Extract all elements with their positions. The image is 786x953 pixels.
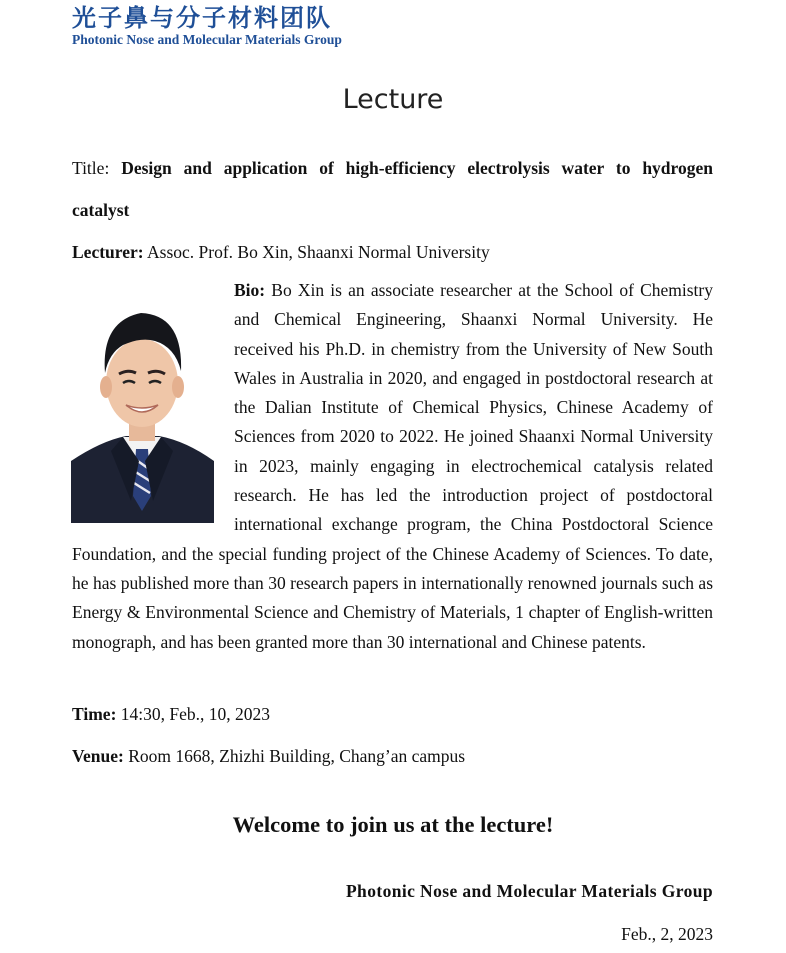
time-line (72, 703, 713, 725)
title-text-line2: catalyst (72, 200, 130, 220)
welcome-message: Welcome to join us at the lecture! (232, 812, 554, 837)
time-value: 14:30, Feb., 10, 2023 (120, 704, 271, 724)
lecturer-value: Assoc. Prof. Bo Xin, Shaanxi Normal University (147, 242, 490, 262)
time-label: Time: (72, 704, 117, 724)
lecture-title-line1 (72, 157, 713, 179)
speaker-photo (71, 301, 214, 523)
lecturer-line (72, 241, 713, 263)
bio-text: Bo Xin is an associate researcher at the School of Chemistry and Chemical Engineering, Shaanxi Normal University. He received his Ph.D. in chemistry from the University of New South Wales in Australia in 2020, and engaged in postdoctoral research at the Dalian Institute of Chemical Physics, Chinese Academy of Sciences from 2020 to 2022. He joined Shaanxi Normal University in 2023, mainly engaging in electrochemical catalysis related research. He has led the introduction project of postdoctoral international exchange program, the China Postdoctoral Science Foundation, and the special funding project of the Chinese Academy of Sciences. To date, he has published more than 30 research papers in internationally renowned journals such as Energy & Environmental Science and Chemistry of Materials, 1 chapter of English-written monograph, and has been granted more than 30 international and Chinese patents. (72, 280, 713, 652)
logo-chinese-text: 光子鼻与分子材料团队 (72, 3, 332, 32)
venue-value: Room 1668, Zhizhi Building, Chang’an campus (128, 746, 466, 766)
lecturer-label: Lecturer: (72, 242, 144, 262)
title-text-line1: Design and application of high-efficiency electrolysis water to hydrogen (121, 158, 713, 178)
title-label: Title (72, 158, 105, 178)
page-title: Lecture (342, 84, 444, 115)
title-colon: : (104, 158, 122, 178)
venue-line (72, 745, 713, 767)
speaker-portrait-illustration (71, 301, 214, 523)
group-logo (72, 4, 342, 48)
bio-label: Bio: (234, 280, 266, 300)
venue-label: Venue: (72, 746, 124, 766)
signature-date: Feb., 2, 2023 (621, 924, 713, 944)
signature-group: Photonic Nose and Molecular Materials Group (345, 881, 713, 901)
bio-section (72, 276, 713, 657)
logo-english-text: Photonic Nose and Molecular Materials Group (72, 32, 342, 47)
